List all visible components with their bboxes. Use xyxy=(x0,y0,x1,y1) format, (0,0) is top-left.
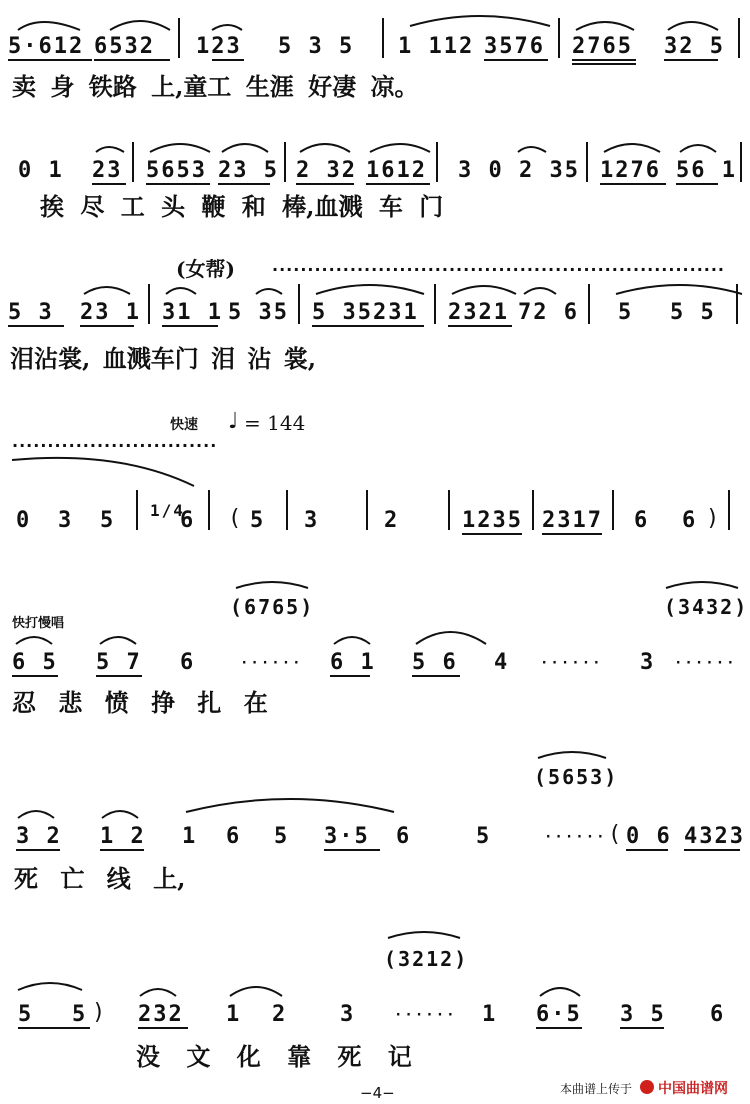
note-group: 6 xyxy=(682,508,698,533)
note-group: 1276 xyxy=(600,158,661,183)
note-group: 23 xyxy=(92,158,123,183)
note-group: 1 xyxy=(182,824,198,849)
lyrics-line: 忍 悲 愤 挣 扎 在 xyxy=(12,688,268,717)
note-group: 1612 xyxy=(366,158,427,183)
dotted-extension: ································································ xyxy=(272,260,725,279)
note-group: 6 1 xyxy=(330,650,376,675)
ornament-group: (5653) xyxy=(534,765,619,789)
note-group: 123 xyxy=(196,34,242,59)
note-group: 5653 xyxy=(146,158,207,183)
note-group: 2 32 xyxy=(296,158,357,183)
note-group: 1 2 xyxy=(100,824,146,849)
open-paren: ( xyxy=(608,822,624,847)
note-group: 2765 xyxy=(572,34,633,59)
note-group: 5 xyxy=(72,1002,88,1027)
note-group: 5 xyxy=(100,508,116,533)
note-group: 5 xyxy=(618,300,634,325)
note-group: 23 1 xyxy=(80,300,141,325)
note-group: 5·612 xyxy=(8,34,85,59)
note-group: 3 0 2 35 xyxy=(458,158,580,183)
lyrics-line: 死 亡 线 上, xyxy=(14,864,186,893)
note-group: 3576 xyxy=(484,34,545,59)
note-group: 4323 xyxy=(684,824,745,849)
note-group: 5 35231 xyxy=(312,300,419,325)
note-group: 5 35 xyxy=(228,300,289,325)
note-group: 1 112 xyxy=(398,34,475,59)
note-group: 232 xyxy=(138,1002,184,1027)
note-group: 6 xyxy=(396,824,412,849)
site-name: 中国曲谱网 xyxy=(658,1081,728,1097)
note-group: 3 2 xyxy=(16,824,62,849)
note-group: 3 xyxy=(640,650,656,675)
lyrics-line: 挨 尽 工 头 鞭 和 棒,血溅 车 门 xyxy=(40,192,444,221)
note-group: 1235 xyxy=(462,508,523,533)
note-group: 2 xyxy=(272,1002,288,1027)
close-paren: ) xyxy=(92,1000,108,1025)
upload-note: 本曲谱上传于 xyxy=(560,1082,633,1096)
note-group: 5 7 xyxy=(96,650,142,675)
lyrics-line: 没 文 化 靠 死 记 xyxy=(136,1042,412,1071)
note-group: 2321 xyxy=(448,300,509,325)
note-group: 5 3 5 xyxy=(278,34,355,59)
note-group: 0 6 xyxy=(626,824,672,849)
note-group: 3 xyxy=(304,508,320,533)
note-group: 56 1 xyxy=(676,158,737,183)
note-group: 1 xyxy=(226,1002,242,1027)
note-group: 6 xyxy=(226,824,242,849)
note-group: 1 xyxy=(482,1002,498,1027)
page-number: −4− xyxy=(360,1084,395,1102)
note-group: 5 6 xyxy=(412,650,458,675)
ornament-group: (3212) xyxy=(384,947,469,971)
note-group: 32 5 xyxy=(664,34,725,59)
dots: ······ xyxy=(674,655,737,671)
note-group: 6 5 xyxy=(12,650,58,675)
note-group: 6 xyxy=(710,1002,726,1027)
chorus-label: (女帮) xyxy=(176,257,235,281)
time-signature: 1/4 xyxy=(150,501,185,520)
note-group: 3 xyxy=(58,508,74,533)
site-logo-icon xyxy=(640,1080,654,1094)
note-group: 2317 xyxy=(542,508,603,533)
tempo-note-icon: ♩ xyxy=(228,408,239,434)
note-group: 5 xyxy=(18,1002,34,1027)
note-group: 31 1 xyxy=(162,300,223,325)
lyrics-line: 泪沾裳, 血溅车门 泪 沾 裳, xyxy=(10,344,317,373)
dots: ······ xyxy=(544,829,607,845)
tempo-label: 快速 xyxy=(170,417,198,433)
note-group: 6·5 xyxy=(536,1002,582,1027)
note-group: 0 1 xyxy=(18,158,64,183)
note-group: 5 3 xyxy=(8,300,54,325)
performance-direction: 快打慢唱 xyxy=(12,616,65,631)
note-group: 4 xyxy=(494,650,510,675)
note-group: 6 xyxy=(180,650,196,675)
note-group: 5 xyxy=(274,824,290,849)
note-group: 6532 xyxy=(94,34,155,59)
tempo-value: = 144 xyxy=(244,411,306,435)
note-group: 2 xyxy=(384,508,400,533)
note-group: 5 5 xyxy=(670,300,716,325)
dots: ······ xyxy=(240,655,303,671)
note-group: 6 xyxy=(180,508,196,533)
note-group: 6 xyxy=(634,508,650,533)
lyrics-line: 卖 身 铁路 上,童工 生涯 好凄 凉。 xyxy=(12,72,419,101)
note-group: 3·5 xyxy=(324,824,370,849)
note-group: 5 xyxy=(250,508,266,533)
close-paren: ) xyxy=(706,506,722,531)
note-group: 23 5 xyxy=(218,158,279,183)
open-paren: ( xyxy=(228,506,244,531)
note-group: 0 xyxy=(16,508,32,533)
note-group: 3 5 xyxy=(620,1002,666,1027)
ornament-group: (3432) xyxy=(664,595,749,619)
ornament-group: (6765) xyxy=(230,595,315,619)
dots: ······ xyxy=(394,1007,457,1023)
note-group: 5 xyxy=(476,824,492,849)
dots: ······ xyxy=(540,655,603,671)
note-group: 72 6 xyxy=(518,300,579,325)
dotted-extension: ····························· xyxy=(12,436,218,455)
note-group: 3 xyxy=(340,1002,356,1027)
